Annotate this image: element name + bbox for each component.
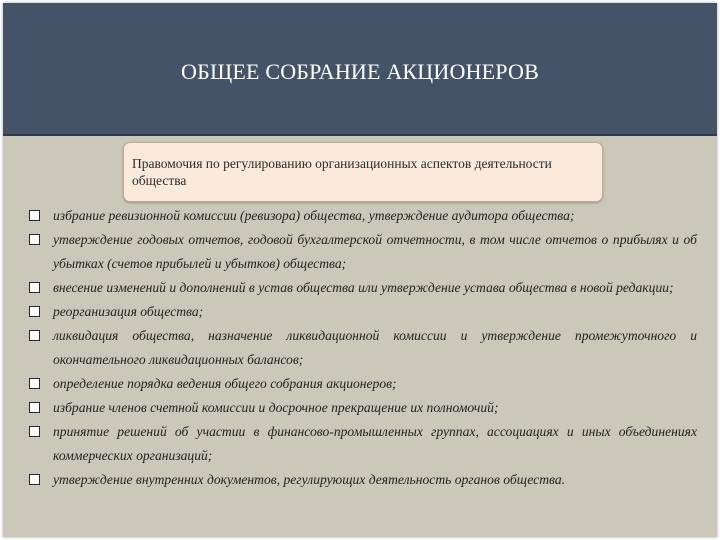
- callout-text: Правомочия по регулированию организационных аспектов деятельности общества: [132, 156, 552, 188]
- list-item-text: определение порядка ведения общего собрания акционеров;: [53, 376, 397, 391]
- list-item-text: утверждение годовых отчетов, годовой бухгалтерской отчетности, в том числе отчетов о прибылях и об убытках (счетов прибылей и убытков) общества;: [53, 232, 697, 271]
- checkbox-bullet-icon: [29, 210, 40, 221]
- list-item: [15, 228, 697, 276]
- list-item-text: реорганизация общества;: [53, 304, 204, 319]
- list-item: [15, 276, 697, 300]
- checkbox-bullet-icon: [29, 234, 40, 245]
- list-item: [15, 372, 697, 396]
- list-item-text: внесение изменений и дополнений в устав общества или утверждение устава общества в новой редакции;: [53, 280, 674, 295]
- powers-list: [15, 204, 697, 492]
- list-item: [15, 300, 697, 324]
- list-item: [15, 324, 697, 372]
- page-title: ОБЩЕЕ СОБРАНИЕ АКЦИОНЕРОВ: [181, 59, 539, 84]
- list-item-text: принятие решений об участии в финансово-промышленных группах, ассоциациях и иных объединениях коммерческих организаций;: [53, 424, 697, 463]
- list-item-text: утверждение внутренних документов, регулирующих деятельность органов общества.: [53, 472, 566, 487]
- title-bar: [3, 3, 717, 136]
- checkbox-bullet-icon: [29, 282, 40, 293]
- checkbox-bullet-icon: [29, 426, 40, 437]
- slide: [3, 3, 717, 537]
- list-item-text: избрание ревизионной комиссии (ревизора) общества, утверждение аудитора общества;: [53, 208, 575, 223]
- checkbox-bullet-icon: [29, 330, 40, 341]
- checkbox-bullet-icon: [29, 402, 40, 413]
- list-item: [15, 420, 697, 468]
- checkbox-bullet-icon: [29, 306, 40, 317]
- list-item-text: ликвидация общества, назначение ликвидационной комиссии и утверждение промежуточного и окончательного ликвидационных балансов;: [53, 328, 697, 367]
- list-item: [15, 204, 697, 228]
- list-item: [15, 396, 697, 420]
- list-item-text: избрание членов счетной комиссии и досрочное прекращение их полномочий;: [53, 400, 499, 415]
- checkbox-bullet-icon: [29, 378, 40, 389]
- callout-box: [123, 142, 603, 202]
- list-item: [15, 468, 697, 492]
- checkbox-bullet-icon: [29, 474, 40, 485]
